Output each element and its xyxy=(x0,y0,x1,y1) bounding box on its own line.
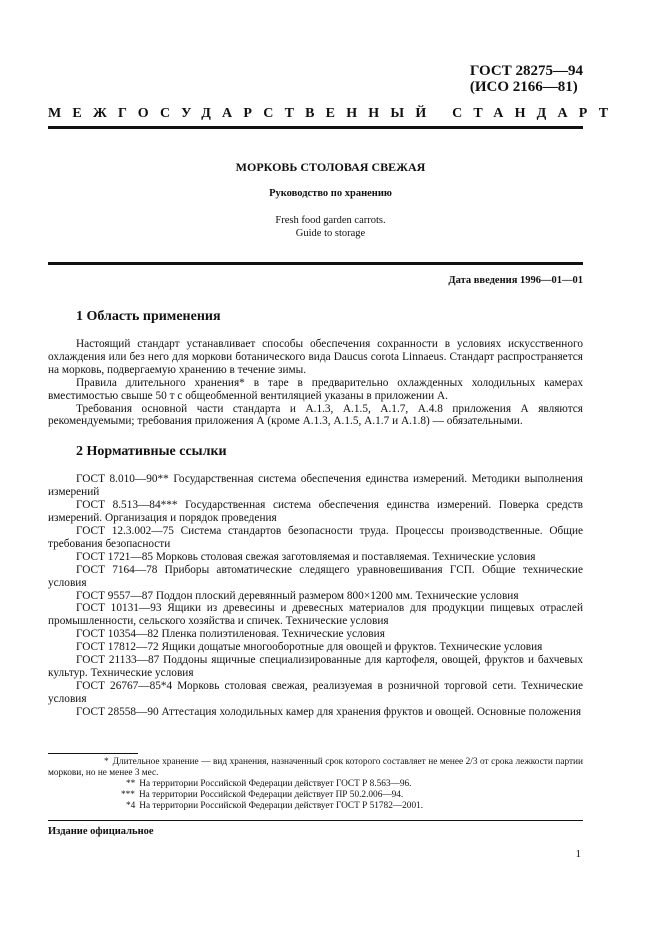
footnote xyxy=(48,779,583,790)
reference-item: ГОСТ 7164—78 Приборы автоматические следящего уравновешивания ГСП. Общие технические условия xyxy=(48,563,583,589)
paragraph: Требования основной части стандарта и А.1.3, А.1.5, А.1.7, А.4.8 приложения А являются рекомендуемыми; требования приложения А (кроме А.1.3, А.1.5, А.1.7 и А.1.8) — обязательными. xyxy=(48,402,583,428)
reference-item: ГОСТ 8.513—84*** Государственная система обеспечения единства измерений. Поверка средств измерений. Организация и порядок проведения xyxy=(48,499,583,525)
reference-item: ГОСТ 28558—90 Аттестация холодильных камер для хранения фруктов и овощей. Основные положения xyxy=(76,705,582,718)
section2-heading: 2 Нормативные ссылки xyxy=(76,444,227,460)
footnote-mark: *** xyxy=(121,790,135,800)
section2-body xyxy=(48,473,583,718)
footnote-text: На территории Российской Федерации действует ПР 50.2.006—94. xyxy=(138,790,404,800)
standard-banner: МЕЖГОСУДАРСТВЕННЫЙ СТАНДАРТ xyxy=(48,106,620,121)
paragraph: Правила длительного хранения* в таре в предварительно охлажденных холодильных камерах вместимостью свыше 50 т с общеобменной вентиляцией указаны в приложении А. xyxy=(48,376,583,402)
footnote-text: На территории Российской Федерации действует ГОСТ Р 8.563—96. xyxy=(139,779,412,789)
top-rule xyxy=(48,126,583,129)
section1-body xyxy=(48,338,583,428)
footnote-mark: * xyxy=(104,757,109,767)
edition-label: Издание официальное xyxy=(48,826,154,837)
footnote xyxy=(48,790,583,801)
document-title: МОРКОВЬ СТОЛОВАЯ СВЕЖАЯ xyxy=(235,160,426,174)
footnote xyxy=(48,757,583,779)
english-title-line2: Guide to storage xyxy=(295,228,366,239)
reference-item: ГОСТ 8.010—90** Государственная система обеспечения единства измерений. Методики выполнения измерений xyxy=(48,473,583,499)
section1-heading: 1 Область применения xyxy=(76,309,221,324)
reference-item: ГОСТ 10354—82 Пленка полиэтиленовая. Технические условия xyxy=(76,628,385,641)
bottom-rule xyxy=(48,820,583,821)
page-number: 1 xyxy=(575,848,581,860)
effective-date: Дата введения 1996—01—01 xyxy=(448,275,583,286)
reference-item: ГОСТ 17812—72 Ящики дощатые многооборотные для овощей и фруктов. Технические условия xyxy=(76,641,543,654)
reference-item: ГОСТ 26767—85*4 Морковь столовая свежая, реализуемая в розничной торговой сети. Технические условия xyxy=(48,679,583,705)
paragraph: Настоящий стандарт устанавливает способы обеспечения сохранности в условиях искусственного охлаждения или без него для моркови ботанического вида Daucus corota Linnaeus. Стандарт распространяется на морковь, подвергаемую хранению в течение зимы. xyxy=(48,338,583,376)
gost-number: ГОСТ 28275—94 xyxy=(469,63,583,79)
footnotes xyxy=(48,757,583,812)
footnote-mark: *4 xyxy=(126,801,136,811)
reference-item: ГОСТ 1721—85 Морковь столовая свежая заготовляемая и поставляемая. Технические условия xyxy=(76,550,536,563)
gost-designation xyxy=(470,63,583,95)
reference-item: ГОСТ 9557—87 Поддон плоский деревянный размером 800×1200 мм. Технические условия xyxy=(76,589,519,602)
reference-item: ГОСТ 10131—93 Ящики из древесины и древесных материалов для продукции пищевых отраслей промышленности, сельского хозяйства и спичек. Технические условия xyxy=(48,602,583,628)
reference-item: ГОСТ 21133—87 Поддоны ящичные специализированные для картофеля, овощей, фруктов и бахчевых культур. Технические условия xyxy=(48,654,583,679)
middle-rule xyxy=(48,262,583,265)
english-title xyxy=(0,214,661,240)
main-content xyxy=(48,309,583,719)
reference-item: ГОСТ 12.3.002—75 Система стандартов безопасности труда. Процессы производственные. Общие требования безопасности xyxy=(48,524,583,550)
footnote-mark: ** xyxy=(126,779,136,789)
footnote-text: На территории Российской Федерации действует ГОСТ Р 51782—2001. xyxy=(139,801,424,811)
iso-number: (ИСО 2166—81) xyxy=(469,79,578,95)
english-title-line1: Fresh food garden carrots. xyxy=(275,215,386,226)
document-subtitle: Руководство по хранению xyxy=(269,188,392,199)
footnote-rule xyxy=(48,753,138,754)
footnote-text: Длительное хранение — вид хранения, назначенный срок которого составляет не менее 2/3 от срока лежкости партии моркови, но не менее 3 мес. xyxy=(48,757,583,778)
footnote xyxy=(48,801,583,812)
